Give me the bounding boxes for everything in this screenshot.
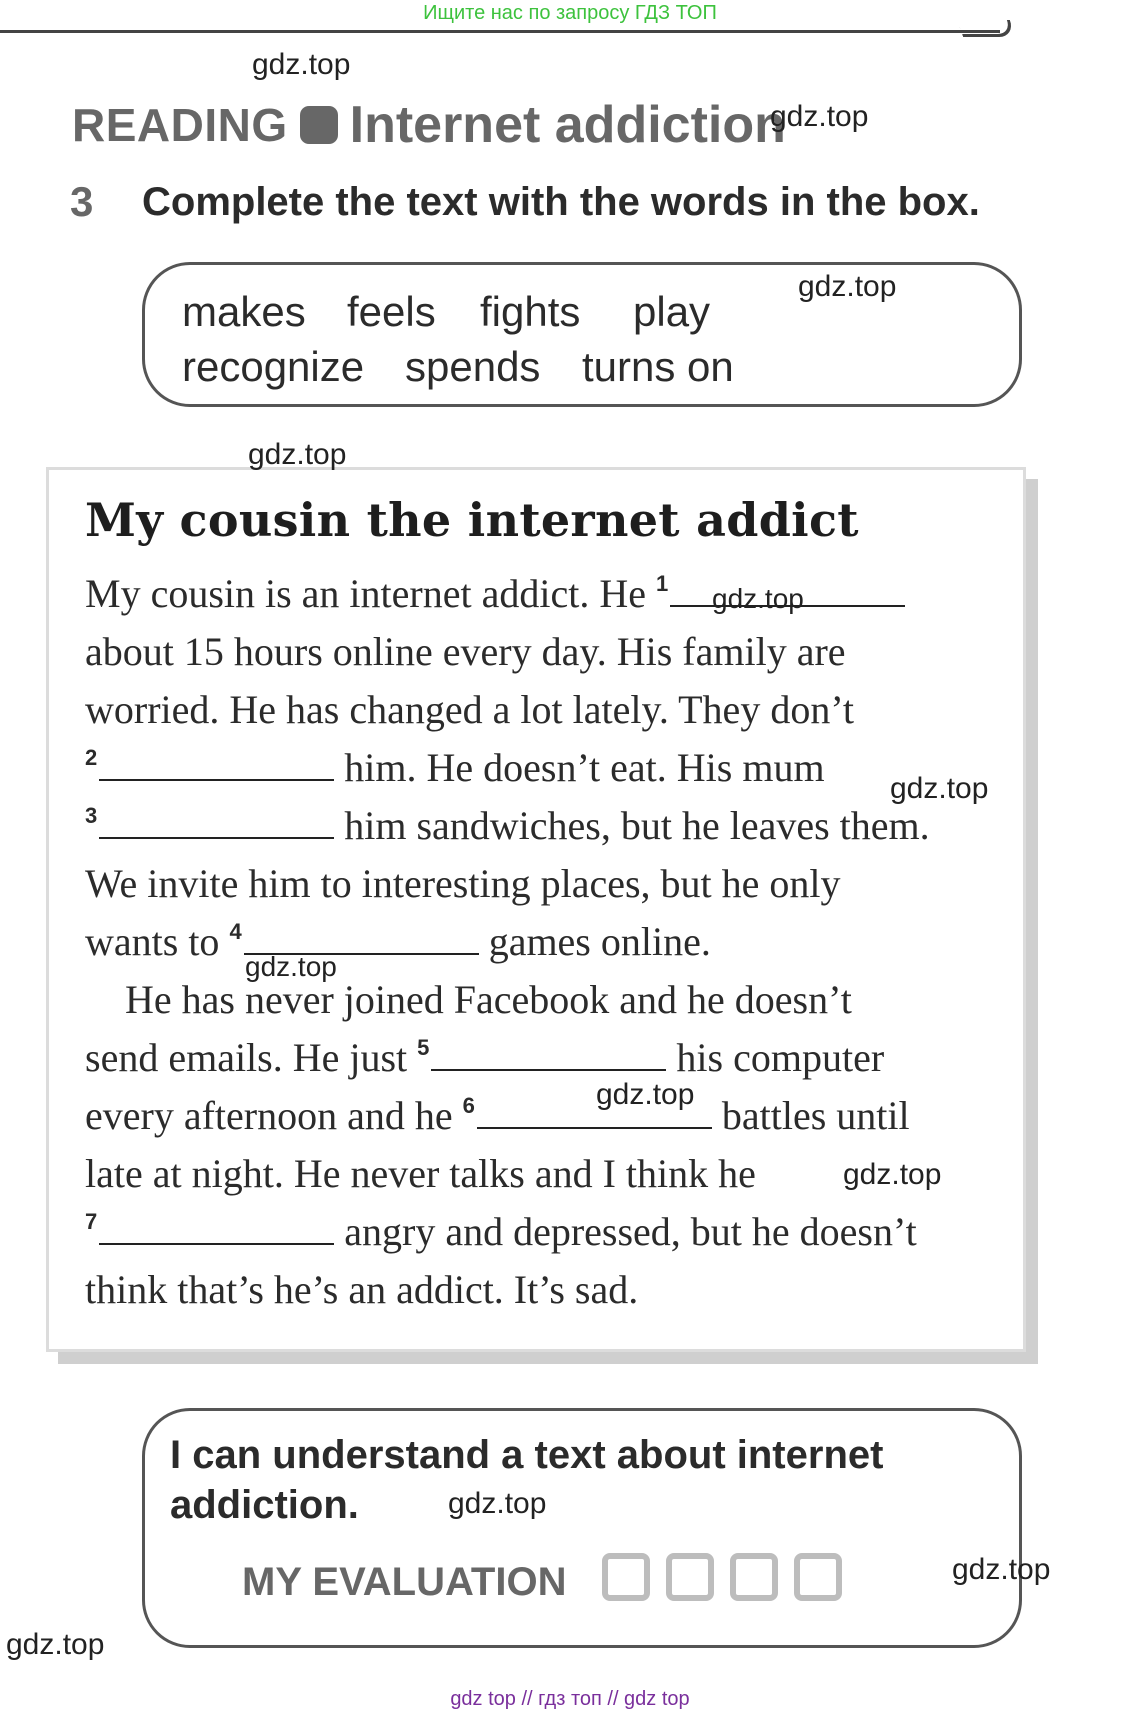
word-box-item: turns on: [582, 343, 734, 390]
line-text: every afternoon and he: [85, 1093, 463, 1138]
watermark: gdz.top: [596, 1078, 695, 1111]
top-divider: [0, 30, 1000, 33]
watermark: gdz.top: [6, 1628, 105, 1661]
answer-gap-3[interactable]: [99, 803, 334, 839]
word-box-item: play: [633, 288, 711, 335]
evaluation-label: MY EVALUATION: [242, 1560, 567, 1604]
section-label: READING: [72, 99, 288, 151]
line-text: his computer: [666, 1035, 885, 1080]
evaluation-boxes: [602, 1553, 842, 1601]
line-text: My cousin is an internet addict. He: [85, 571, 656, 616]
gap-number: 7: [85, 1209, 98, 1234]
article-line: He has never joined Facebook and he doesn’t: [85, 977, 852, 1022]
watermark: gdz.top: [952, 1553, 1051, 1586]
line-text: him. He doesn’t eat. His mum: [334, 745, 825, 790]
answer-gap-5[interactable]: [431, 1035, 666, 1071]
gap-number: 2: [85, 745, 98, 770]
word-box-item: recognize: [182, 343, 365, 390]
line-text: battles until: [711, 1093, 910, 1138]
answer-gap-6[interactable]: [477, 1093, 712, 1129]
article-line: late at night. He never talks and I think he: [85, 1151, 756, 1196]
top-banner[interactable]: Ищите нас по запросу ГДЗ ТОП: [423, 2, 717, 24]
answer-gap-2[interactable]: [99, 745, 334, 781]
line-text: wants to: [85, 919, 230, 964]
watermark: gdz.top: [245, 951, 337, 982]
gap-number: 5: [417, 1035, 430, 1060]
footer-links[interactable]: gdz top // гдз топ // gdz top: [450, 1688, 690, 1710]
line-text: games online.: [478, 919, 711, 964]
top-divider-curve: [957, 20, 1016, 37]
line-text: him sandwiches, but he leaves them.: [334, 803, 930, 848]
watermark: gdz.top: [770, 100, 869, 133]
self-check-statement: I can understand a text about internet addiction.: [170, 1433, 884, 1527]
watermark: gdz.top: [890, 772, 989, 805]
gap-number: 3: [85, 803, 98, 828]
article-line: We invite him to interesting places, but he only: [85, 861, 841, 906]
word-box-item: spends: [405, 343, 541, 390]
evaluation-checkbox[interactable]: [730, 1553, 778, 1601]
article-line: [85, 1208, 917, 1255]
word-box-item: fights: [480, 288, 581, 335]
line-text: send emails. He just: [85, 1035, 418, 1080]
line-text: angry and depressed, but he doesn’t: [334, 1209, 917, 1254]
task-instruction: Complete the text with the words in the box.: [142, 180, 980, 224]
task-number: 3: [70, 178, 94, 225]
gap-number: 6: [462, 1093, 475, 1118]
article-line: [85, 802, 930, 849]
gap-number: 1: [655, 571, 669, 596]
watermark: gdz.top: [798, 270, 897, 303]
evaluation-checkbox[interactable]: [794, 1553, 842, 1601]
watermark: gdz.top: [448, 1487, 547, 1520]
watermark: gdz.top: [712, 583, 804, 614]
article-line: [85, 1034, 884, 1081]
section-square-icon: [300, 106, 338, 144]
article-line: [85, 1092, 910, 1139]
article-line: think that’s he’s an addict. It’s sad.: [85, 1267, 639, 1312]
watermark: gdz.top: [252, 48, 351, 81]
page-header: [72, 95, 786, 155]
article-line: about 15 hours online every day. His family are: [85, 629, 846, 674]
article-title: My cousin the internet addict: [85, 493, 859, 547]
article-line: [85, 918, 711, 965]
article-line: worried. He has changed a lot lately. They don’t: [85, 687, 855, 732]
answer-gap-7[interactable]: [99, 1209, 334, 1245]
article-line: [85, 744, 825, 791]
word-box-item: feels: [347, 288, 436, 335]
watermark: gdz.top: [248, 438, 347, 471]
gap-number: 4: [229, 919, 242, 944]
word-box-item: makes: [182, 288, 306, 335]
evaluation-checkbox[interactable]: [666, 1553, 714, 1601]
watermark: gdz.top: [843, 1158, 942, 1191]
evaluation-checkbox[interactable]: [602, 1553, 650, 1601]
page-title: Internet addiction: [349, 96, 786, 154]
